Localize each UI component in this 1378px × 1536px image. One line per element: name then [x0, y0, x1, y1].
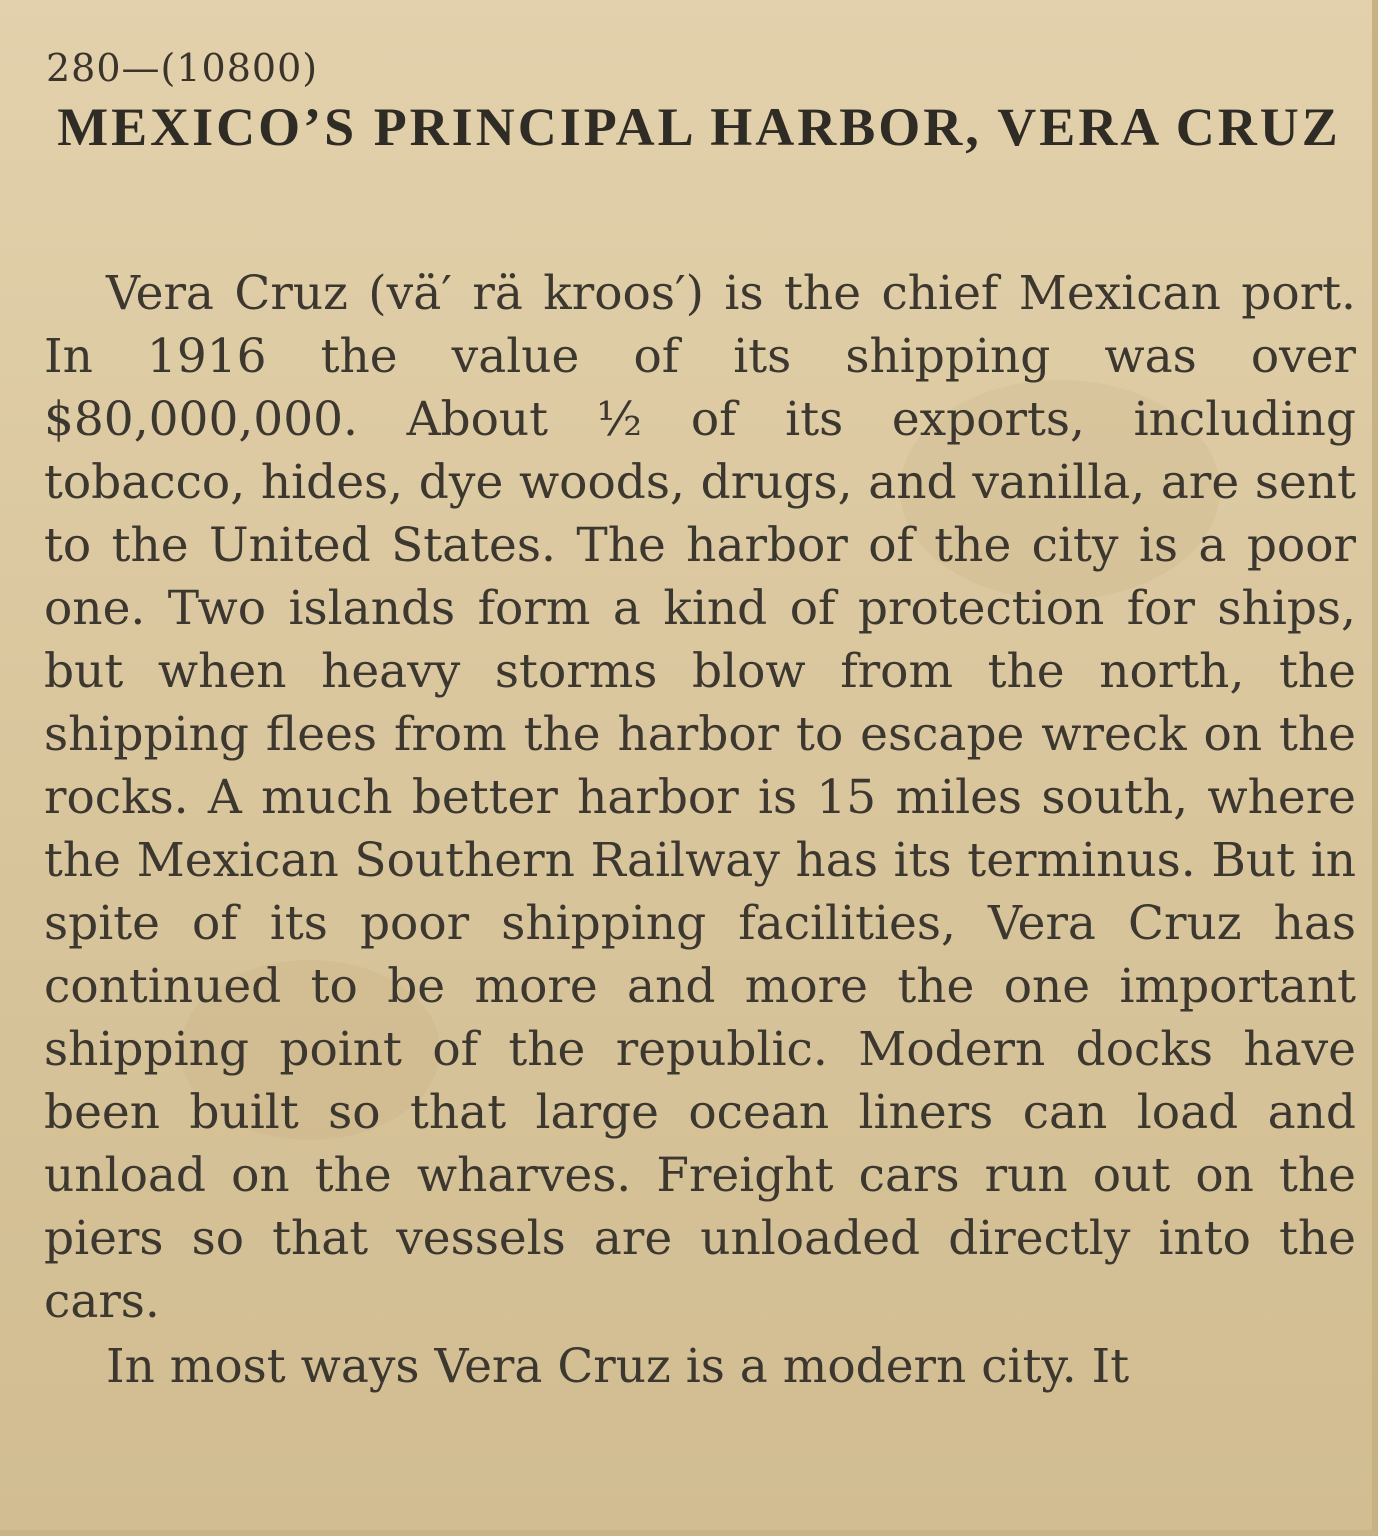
- card-number: 280—(10800): [46, 46, 319, 90]
- card-body: [44, 262, 1356, 1398]
- card-title: MEXICO’S PRINCIPAL HARBOR, VERA CRUZ: [57, 97, 1341, 157]
- body-paragraph: In most ways Vera Cruz is a modern city. It: [106, 1339, 1130, 1394]
- body-paragraph: Vera Cruz (vä′ rä kroos′) is the chief Mexican port. In 1916 the value of its shipping was over $80,000,000. About ½ of its exports, including tobacco, hides, dye woods, drugs, and vanilla, are sent to the United States. The harbor of the city is a poor one. Two islands form a kind of protection for ships, but when heavy storms blow from the north, the shipping flees from the harbor to escape wreck on the rocks. A much better harbor is 15 miles south, where the Mexican Southern Railway has its terminus. But in spite of its poor shipping facilities, Vera Cruz has continued to be more and more the one important shipping point of the republic. Modern docks have been built so that large ocean liners can load and unload on the wharves. Freight cars run out on the piers so that vessels are unloaded directly into the cars.: [44, 266, 1356, 1329]
